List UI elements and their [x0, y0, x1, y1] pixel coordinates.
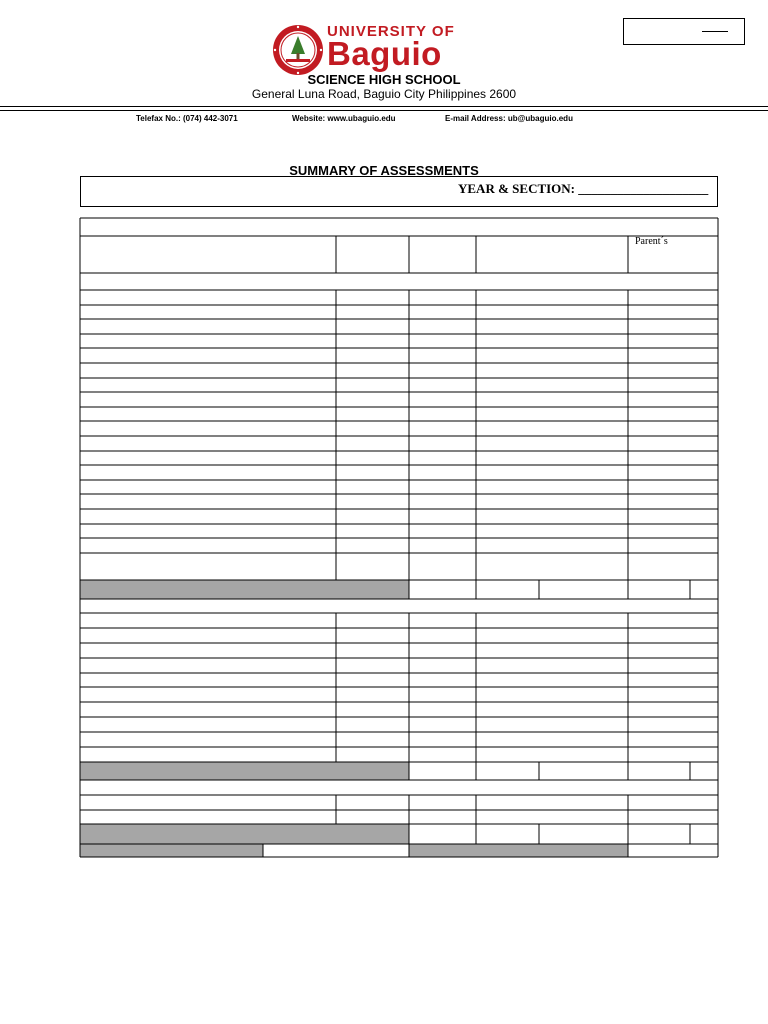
subtotal-shade — [80, 824, 409, 844]
final-shade-right — [409, 844, 628, 857]
logo-line1: UNIVERSITY OF — [327, 23, 455, 40]
subtotal-shade — [80, 580, 409, 599]
school-address: General Luna Road, Baguio City Philippines 2600 — [251, 87, 517, 101]
subtotal-shade — [80, 762, 409, 780]
school-name: SCIENCE HIGH SCHOOL — [307, 72, 461, 87]
email: E-mail Address: ub@ubaguio.edu — [445, 114, 573, 123]
logo-line2: Baguio — [327, 35, 442, 72]
website: Website: www.ubaguio.edu — [292, 114, 396, 123]
section-label: YEAR & SECTION: ____________________ — [458, 181, 709, 196]
telefax: Telefax No.: (074) 442-3071 — [136, 114, 238, 123]
final-shade-left — [80, 844, 263, 857]
form-title: SUMMARY OF ASSESSMENTS — [289, 163, 479, 178]
parent-header: Parent´s — [635, 236, 668, 247]
